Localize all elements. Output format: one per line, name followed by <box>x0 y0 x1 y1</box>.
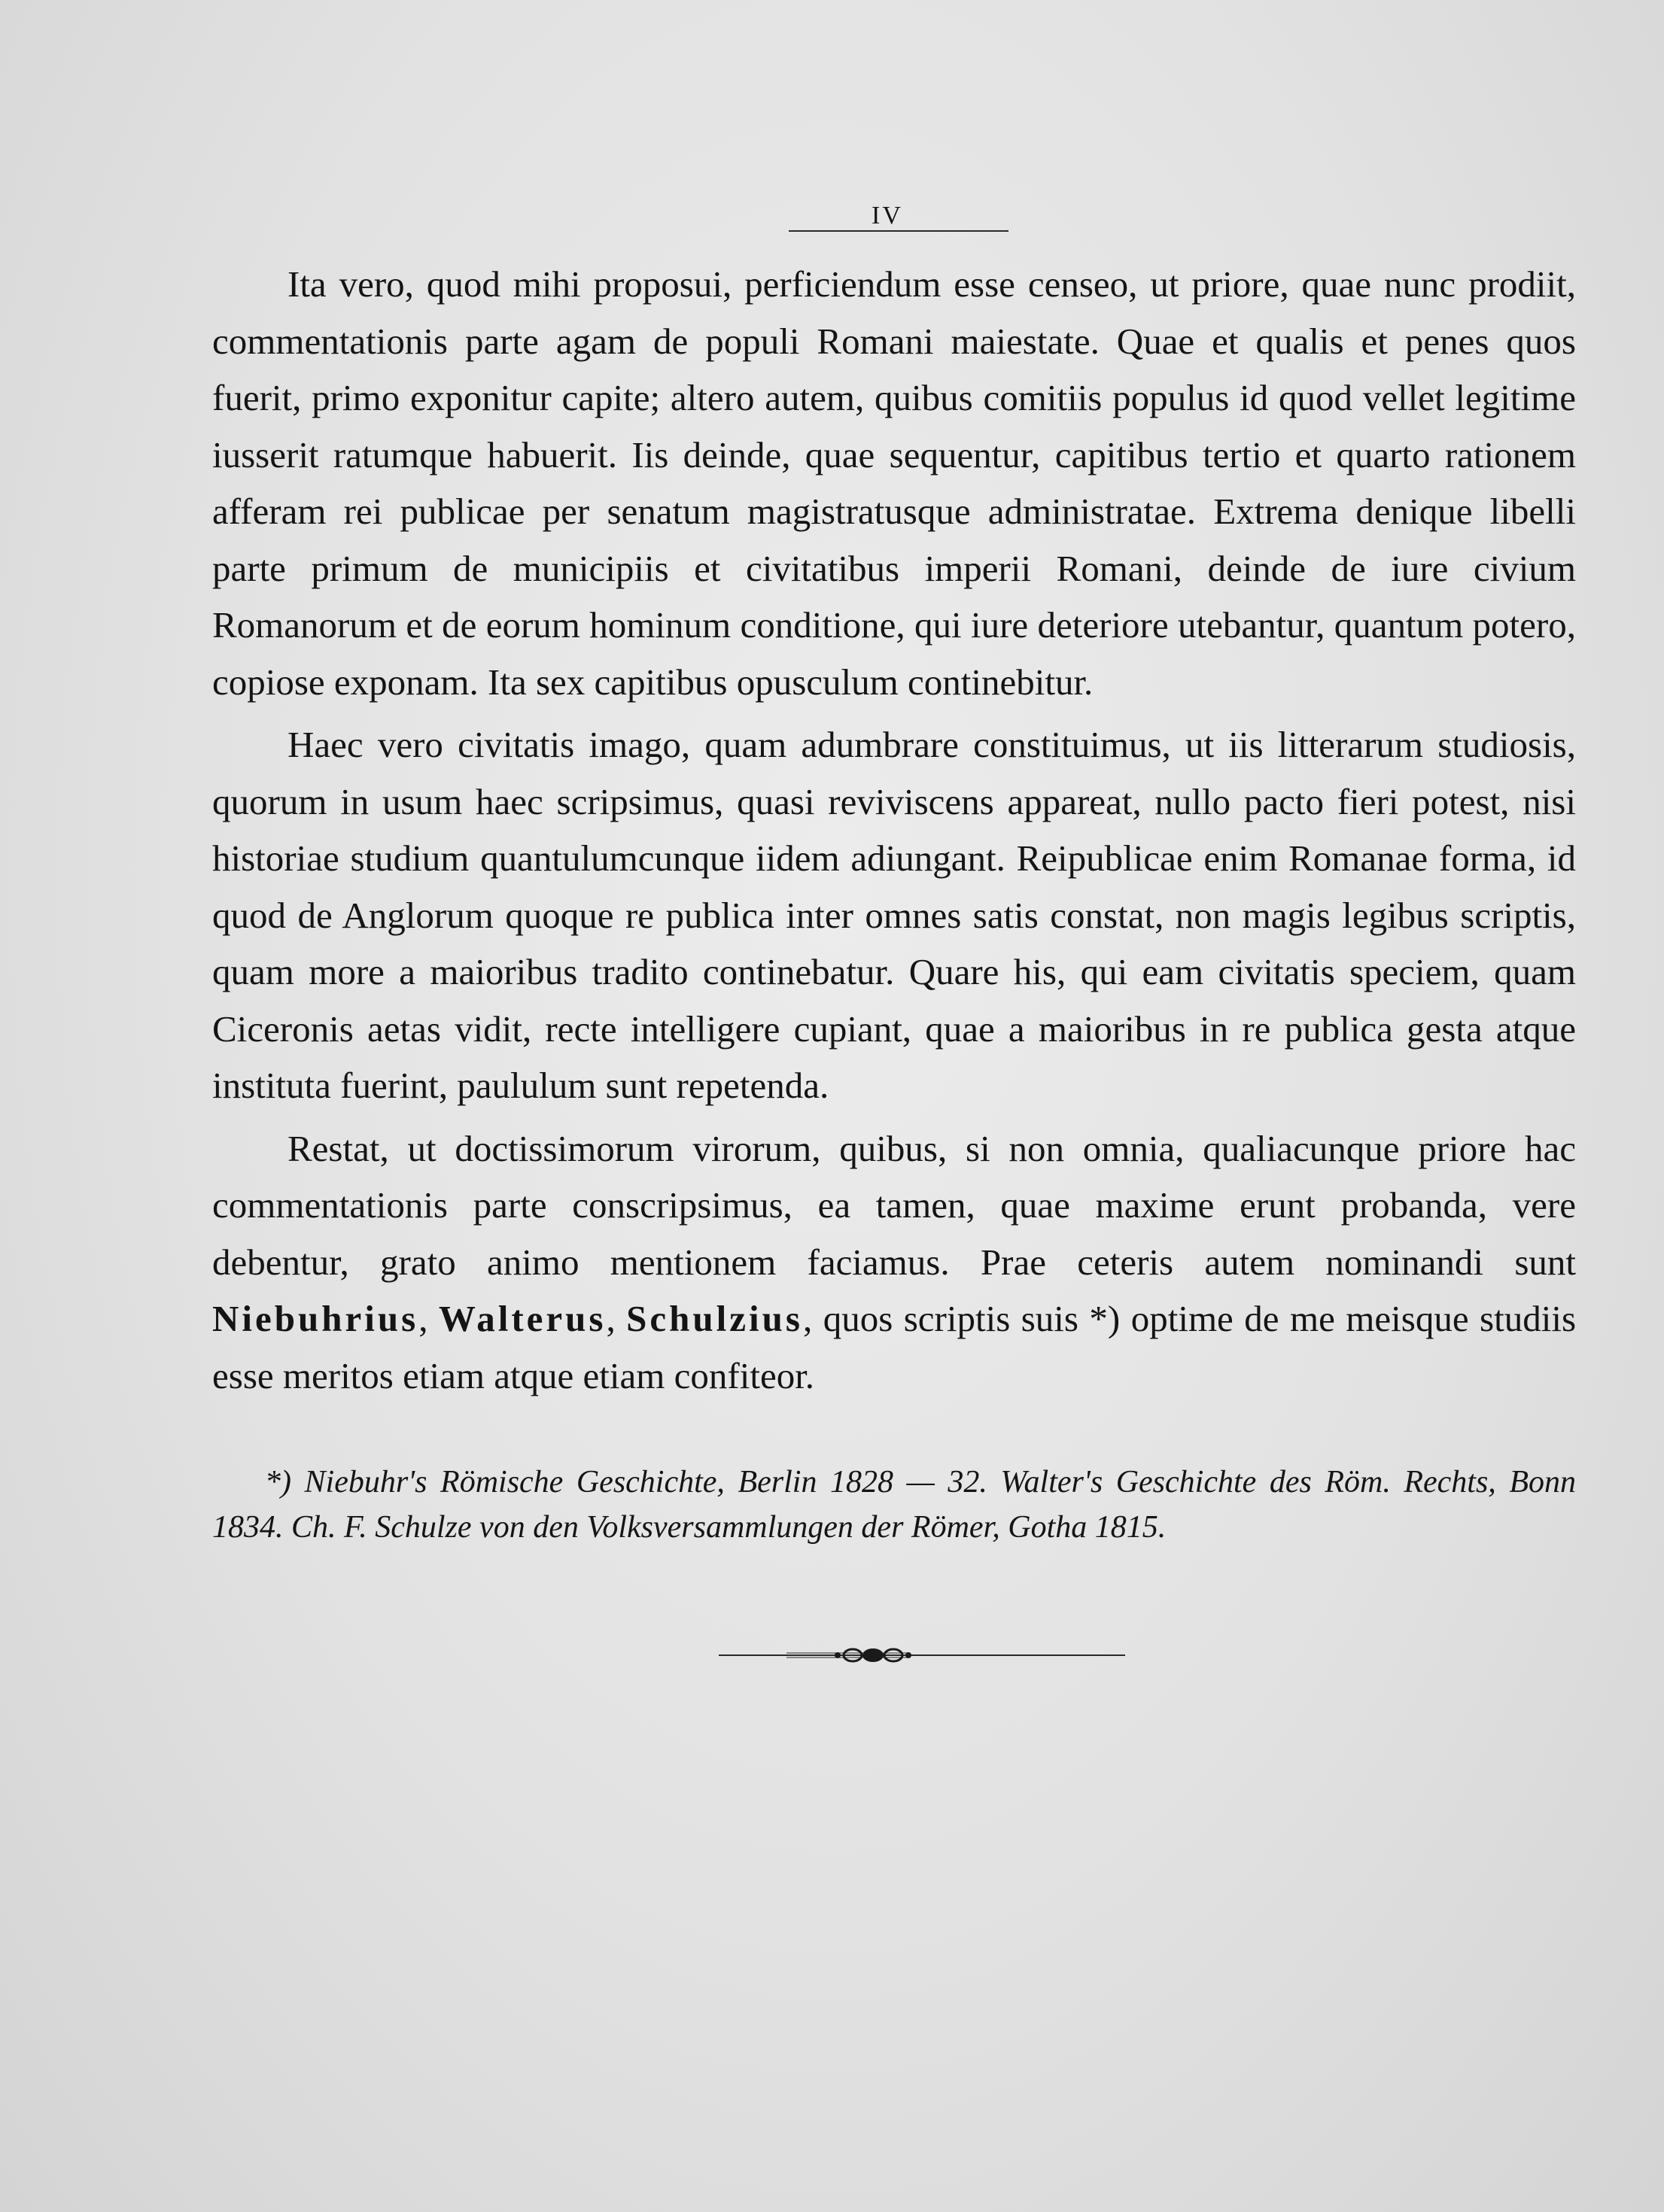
paragraph-1: Ita vero, quod mihi proposui, perficiendum esse censeo, ut priore, quae nunc prodiit, commentationis parte agam de populi Romani maiestate. Quae et qualis et penes quos fuerit, primo exponitur capite; altero autem, quibus comitiis populus id quod vellet legitime iusserit ratumque habuerit. Iis deinde, quae sequentur, capitibus tertio et quarto rationem afferam rei publicae per senatum magistratusque administratae. Extrema denique libelli parte primum de municipiis et civitatibus imperii Romani, deinde de iure civium Romanorum et de eorum hominum conditione, qui iure deteriore utebantur, quantum potero, copiose exponam. Ita sex capitibus opusculum continebitur. <box>212 263 1576 703</box>
footnote-1: *) Niebuhr's Römische Geschichte, Berlin 1828 — 32. Walter's Geschichte des Röm. Rechts, Bonn 1834. Ch. F. Schulze von den Volksversammlungen der Römer, Gotha 1815. <box>212 1465 1576 1545</box>
paragraph-2: Haec vero civitatis imago, quam adumbrare constituimus, ut iis litterarum studiosis, quorum in usum haec scripsimus, quasi reviviscens appareat, nullo pacto fieri potest, nisi historiae studium quantulumcunque iidem adiungant. Reipublicae enim Romanae forma, id quod de Anglorum quoque re publica inter omnes satis constat, non magis legibus scriptis, quam more a maioribus tradito continebatur. Quare his, qui eam civitatis speciem, quam Ciceronis aetas vidit, recte intelligere cupiant, quae a maioribus in re publica gesta atque instituta fuerint, paululum sunt repetenda. <box>212 724 1576 1106</box>
paragraph-3 <box>212 1120 1576 1405</box>
separator: , <box>418 1298 439 1339</box>
footnotes <box>212 1460 1576 1550</box>
header-rule <box>789 230 1008 232</box>
ornament-divider <box>719 1644 1125 1667</box>
author-walter: Walterus <box>438 1298 607 1339</box>
paragraph-3-text: Restat, ut doctissimorum virorum, quibus, si non omnia, qualiacunque priore hac commentationis parte conscripsimus, ea tamen, quae maxime erunt probanda, vere debentur, grato animo mentionem faciamus. Prae ceteris autem nominandi sunt <box>212 1127 1576 1283</box>
body-text <box>212 256 1576 1410</box>
paragraph-3-end: , quos scriptis suis *) optime de me meisque studiis esse meritos etiam atque etiam confiteor. <box>212 1298 1577 1396</box>
author-niebuhr: Niebuhrius <box>212 1298 419 1339</box>
separator: , <box>606 1298 627 1339</box>
author-schulze: Schulzius <box>626 1298 803 1339</box>
page-number: IV <box>872 202 903 229</box>
